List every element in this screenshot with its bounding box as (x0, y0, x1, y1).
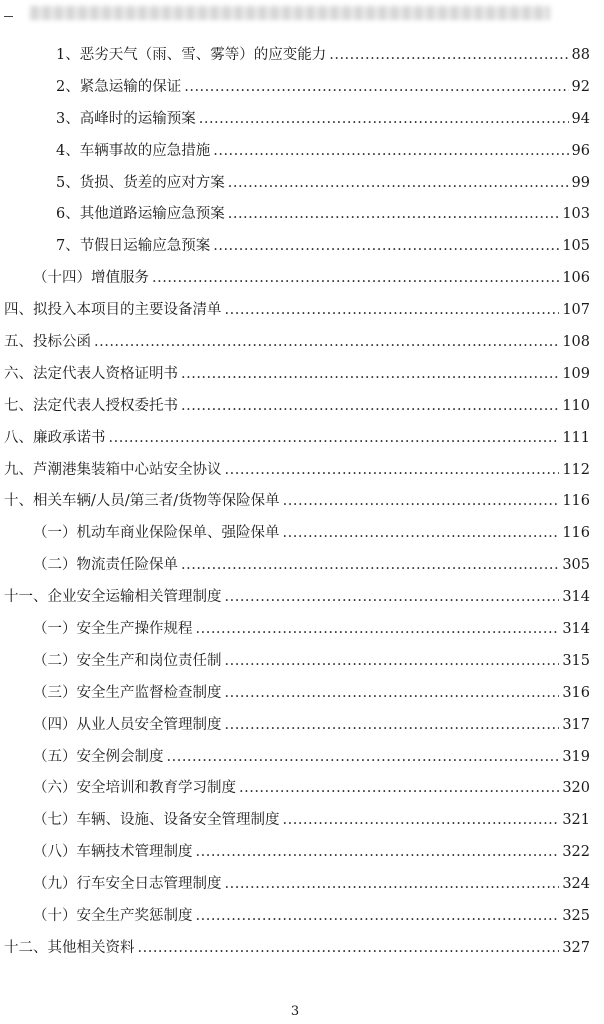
toc-entry[interactable] (0, 327, 590, 359)
toc-dot-leader (283, 518, 560, 550)
toc-entry-title: （一）机动车商业保险保单、强险保单 (33, 525, 280, 542)
toc-entry-page: 110 (562, 397, 590, 414)
toc-entry-page: 88 (571, 47, 590, 63)
toc-entry[interactable] (0, 391, 590, 423)
toc-entry-title: （八）车辆技术管理制度 (33, 844, 193, 861)
toc-entry[interactable] (0, 869, 590, 901)
toc-entry[interactable] (0, 901, 590, 933)
toc-entry-title: 四、拟投入本项目的主要设备清单 (4, 302, 222, 319)
toc-dot-leader (225, 646, 560, 678)
toc-entry-page: 327 (562, 939, 590, 956)
toc-entry[interactable] (0, 263, 590, 295)
toc-dot-leader (283, 486, 560, 518)
toc-entry-title: （十四）增值服务 (33, 270, 149, 287)
toc-entry-title: 六、法定代表人资格证明书 (4, 365, 178, 382)
toc-entry[interactable] (0, 614, 590, 646)
toc-entry-title: 1、恶劣天气（雨、雪、雾等）的应变能力 (56, 47, 327, 63)
toc-dot-leader (329, 40, 568, 72)
toc-entry-title: （十）安全生产奖惩制度 (33, 908, 193, 925)
toc-dot-leader (213, 136, 568, 168)
toc-entry-title: 五、投标公函 (4, 334, 91, 351)
toc-entry-title: 2、紧急运输的保证 (56, 78, 182, 95)
toc-entry[interactable] (0, 773, 590, 805)
toc-entry-page: 314 (562, 589, 590, 606)
toc-entry-page: 314 (562, 621, 590, 638)
toc-dot-leader (239, 773, 559, 805)
toc-entry-page: 94 (571, 110, 590, 127)
toc-entry-title: 4、车辆事故的应急措施 (56, 142, 211, 159)
toc-entry-page: 317 (562, 716, 590, 733)
toc-entry[interactable] (0, 550, 590, 582)
toc-entry-page: 116 (562, 525, 590, 542)
toc-entry-page: 325 (562, 908, 590, 925)
toc-entry[interactable] (0, 486, 590, 518)
page-number: 3 (290, 1004, 300, 1019)
toc-entry-page: 107 (562, 302, 590, 319)
toc-entry-page: 103 (562, 206, 590, 223)
toc-entry-title: 3、高峰时的运输预案 (56, 110, 196, 127)
toc-entry[interactable] (0, 742, 590, 774)
toc-dot-leader (199, 104, 569, 136)
toc-entry[interactable] (0, 359, 590, 391)
toc-entry[interactable] (0, 455, 590, 487)
toc-entry-title: （五）安全例会制度 (33, 748, 164, 765)
toc-entry-title: （一）安全生产操作规程 (33, 621, 193, 638)
toc-entry-title: （四）从业人员安全管理制度 (33, 716, 222, 733)
toc-entry-page: 111 (562, 429, 590, 446)
toc-entry[interactable] (0, 678, 590, 710)
toc-dot-leader (225, 582, 560, 614)
toc-entry-page: 106 (562, 270, 590, 287)
toc-entry-title: 5、货损、货差的应对方案 (56, 174, 225, 191)
toc-entry[interactable] (0, 933, 590, 965)
toc-entry[interactable] (0, 40, 590, 72)
toc-dot-leader (167, 742, 560, 774)
toc-entry-page: 320 (562, 780, 590, 797)
toc-dot-leader (225, 869, 560, 901)
toc-dot-leader (225, 710, 560, 742)
toc-entry[interactable] (0, 295, 590, 327)
toc-entry-title: （二）物流责任险保单 (33, 557, 178, 574)
toc-entry-page: 96 (571, 142, 590, 159)
toc-entry-page: 316 (562, 684, 590, 701)
toc-entry-title: （六）安全培训和教育学习制度 (33, 780, 236, 797)
toc-dot-leader (181, 391, 559, 423)
toc-entry-title: 7、节假日运输应急预案 (56, 238, 211, 255)
toc-dot-leader (196, 901, 560, 933)
toc-dot-leader (228, 168, 569, 200)
toc-entry[interactable] (0, 423, 590, 455)
toc-entry-page: 92 (571, 78, 590, 95)
toc-entry[interactable] (0, 199, 590, 231)
toc-entry-title: 6、其他道路运输应急预案 (56, 206, 225, 223)
toc-dot-leader (181, 359, 559, 391)
toc-entry[interactable] (0, 72, 590, 104)
toc-entry[interactable] (0, 710, 590, 742)
toc-entry-title: （九）行车安全日志管理制度 (33, 876, 222, 893)
toc-dot-leader (213, 231, 559, 263)
toc-entry-page: 319 (562, 748, 590, 765)
toc-entry[interactable] (0, 518, 590, 550)
toc-entry-title: 九、芦潮港集装箱中心站安全协议 (4, 461, 222, 478)
toc-dot-leader (225, 678, 560, 710)
toc-dot-leader (196, 614, 560, 646)
toc-entry-title: （二）安全生产和岗位责任制 (33, 652, 222, 669)
toc-entry-title: （三）安全生产监督检查制度 (33, 684, 222, 701)
toc-entry-page: 315 (562, 652, 590, 669)
toc-dot-leader (109, 423, 560, 455)
toc-entry[interactable] (0, 104, 590, 136)
toc-entry[interactable] (0, 582, 590, 614)
toc-entry[interactable] (0, 646, 590, 678)
toc-entry-page: 305 (562, 557, 590, 574)
toc-entry[interactable] (0, 168, 590, 200)
toc-entry-page: 108 (562, 334, 590, 351)
toc-entry-title: 十一、企业安全运输相关管理制度 (4, 589, 222, 606)
toc-entry-page: 116 (562, 493, 590, 510)
toc-entry-title: 十二、其他相关资料 (4, 939, 135, 956)
toc-entry-page: 99 (571, 174, 590, 191)
toc-entry-page: 322 (562, 844, 590, 861)
toc-entry-title: 八、廉政承诺书 (4, 429, 106, 446)
toc-dot-leader (181, 550, 559, 582)
toc-dot-leader (94, 327, 559, 359)
toc-dot-leader (138, 933, 560, 965)
toc-entry[interactable] (0, 837, 590, 869)
toc-entry[interactable] (0, 805, 590, 837)
table-of-contents (0, 40, 590, 965)
toc-entry-title: 七、法定代表人授权委托书 (4, 397, 178, 414)
toc-dot-leader (196, 837, 560, 869)
toc-dot-leader (283, 805, 560, 837)
toc-entry-title: 十、相关车辆/人员/第三者/货物等保险保单 (4, 493, 280, 510)
header-mark (4, 16, 13, 17)
toc-entry[interactable] (0, 231, 590, 263)
toc-dot-leader (225, 455, 560, 487)
toc-entry-page: 105 (562, 238, 590, 255)
toc-entry-title: （七）车辆、设施、设备安全管理制度 (33, 812, 280, 829)
toc-entry-page: 112 (562, 461, 590, 478)
toc-entry-page: 321 (562, 812, 590, 829)
toc-dot-leader (152, 263, 559, 295)
toc-entry-page: 324 (562, 876, 590, 893)
toc-dot-leader (184, 72, 568, 104)
toc-entry-page: 109 (562, 365, 590, 382)
toc-entry[interactable] (0, 136, 590, 168)
toc-dot-leader (228, 199, 560, 231)
toc-dot-leader (225, 295, 560, 327)
blurred-header-text (30, 6, 550, 20)
